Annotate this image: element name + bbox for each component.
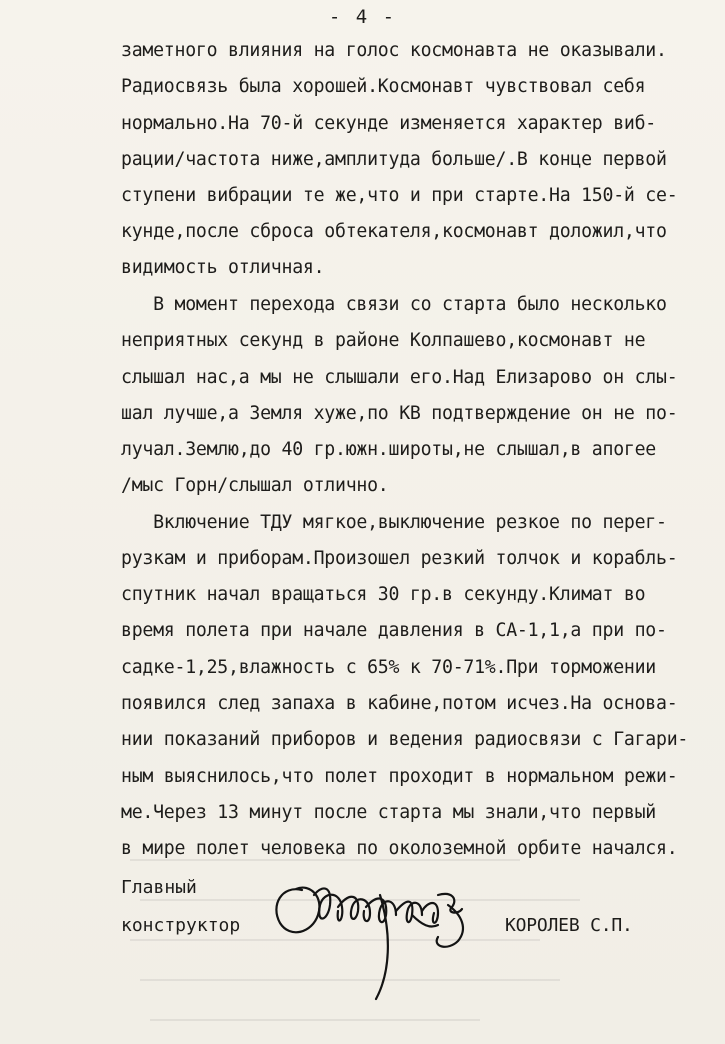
text-line: видимость отличная. xyxy=(121,257,325,278)
handwritten-signature xyxy=(262,855,522,1005)
text-line: садке-1,25,влажность с 65% к 70-71%.При торможении xyxy=(121,657,656,678)
signer-title-line2: конструктор xyxy=(121,915,241,936)
text-line: время полета при начале давления в СА-1,1,а при по- xyxy=(121,620,667,641)
text-line: в мире полет человека по околоземной орбите начался. xyxy=(121,838,678,859)
text-line: ме.Через 13 минут после старта мы знали,что первый xyxy=(121,802,656,823)
text-line: спутник начал вращаться 30 гр.в секунду.Климат во xyxy=(121,584,646,605)
text-line: нии показаний приборов и ведения радиосвязи с Гагари- xyxy=(121,729,689,750)
text-line: появился след запаха в кабине,потом исчез.На основа- xyxy=(121,693,678,714)
text-line: шал лучше,а Земля хуже,по КВ подтверждение он не по- xyxy=(121,403,678,424)
text-line: лучал.Землю,до 40 гр.южн.широты,не слышал,в апогее xyxy=(121,439,656,460)
signer-name: КОРОЛЕВ С.П. xyxy=(505,915,633,936)
text-line: Включение ТДУ мягкое,выключение резкое по перег- xyxy=(121,512,667,533)
text-line: слышал нас,а мы не слышали его.Над Елизарово он слы- xyxy=(121,367,678,388)
text-line: рузкам и приборам.Произошел резкий толчок и корабль- xyxy=(121,548,678,569)
text-line: кунде,после сброса обтекателя,космонавт доложил,что xyxy=(121,221,667,242)
text-line: /мыс Горн/слышал отлично. xyxy=(121,475,389,496)
text-line: нормально.На 70-й секунде изменяется характер виб- xyxy=(121,113,656,134)
text-line: ным выяснилось,что полет проходит в нормальном режи- xyxy=(121,766,678,787)
text-line: заметного влияния на голос космонавта не оказывали. xyxy=(121,40,667,61)
signer-title-line1: Главный xyxy=(121,877,197,898)
text-line: В момент перехода связи со старта было несколько xyxy=(121,294,667,315)
text-line: рации/частота ниже,амплитуда больше/.В конце первой xyxy=(121,149,667,170)
text-line: неприятных секунд в районе Колпашево,космонавт не xyxy=(121,330,646,351)
text-line: ступени вибрации те же,что и при старте.На 150-й се- xyxy=(121,185,678,206)
text-line: Радиосвязь была хорошей.Космонавт чувствовал себя xyxy=(121,76,646,97)
page-number: - 4 - xyxy=(328,6,397,28)
